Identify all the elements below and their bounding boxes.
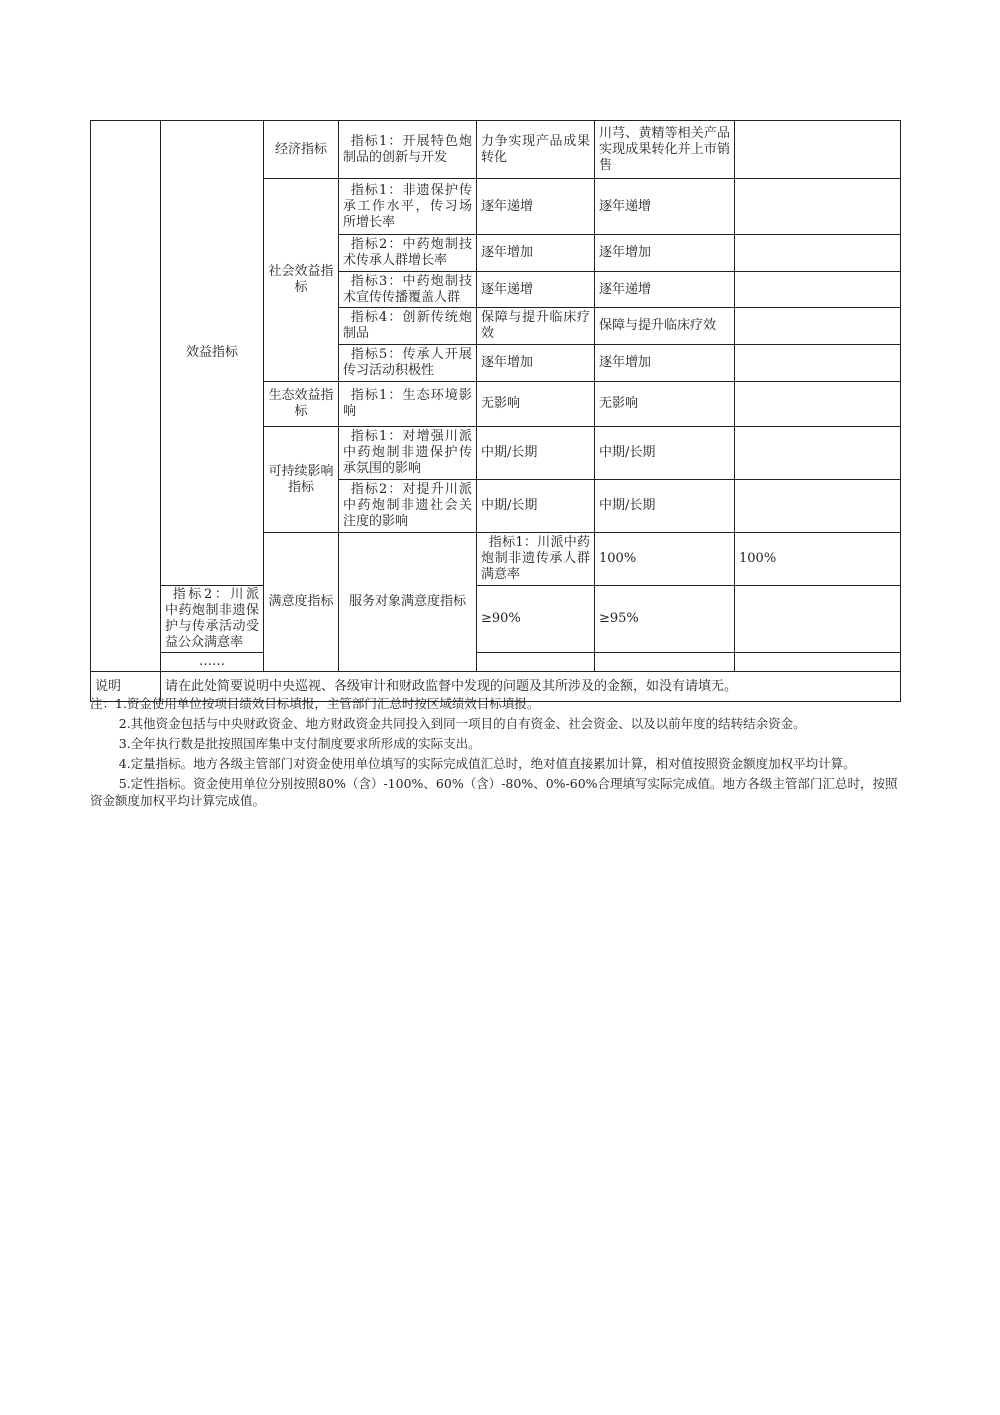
benefit-category-cell: 效益指标 [161,121,264,586]
note-3: 3.全年执行数是批按照国库集中支付制度要求所形成的实际支出。 [118,736,481,751]
remark-cell [735,272,901,308]
table-row [91,121,901,179]
actual-cell: 保障与提升临床疗效 [595,308,735,345]
indicator-text: 指标2：中药炮制技术传承人群增长率 [343,237,472,268]
satisfaction-label: 服务对象满意度指标 [339,533,477,672]
indicator-cell [339,427,477,480]
note-5: 5.定性指标。资金使用单位分别按照80%（含）-100%、60%（含）-80%、0%-60%合理填写实际完成值。地方各级主管部门汇总时，按照资金额度加权平均计算完成值。 [90,776,898,808]
remark-cell [735,382,901,427]
actual-cell: 100% [735,533,901,586]
actual-cell: 川芎、黄精等相关产品实现成果转化并上市销售 [595,121,735,179]
indicator-cell [339,382,477,427]
table-row [91,653,901,672]
explain-label: 说明 [91,672,161,702]
indicator-text: 指标1：生态环境影响 [343,388,472,419]
target-cell: 逐年增加 [477,345,595,382]
indicator-cell [339,272,477,308]
indicator-text: 指标1：非遗保护传承工作水平，传习场所增长率 [343,182,472,230]
remark-cell [735,480,901,533]
target-cell: 100% [595,533,735,586]
target-cell: 无影响 [477,382,595,427]
target-cell: 力争实现产品成果转化 [477,121,595,179]
notes-section [90,695,902,812]
empty-cell [595,653,735,672]
actual-cell: 逐年递增 [595,272,735,308]
indicator-cell [161,586,264,653]
indicator-cell [339,121,477,179]
indicator-text: 指标5：传承人开展传习活动积极性 [343,347,472,378]
indicator-cell [477,533,595,586]
target-cell: 中期/长期 [477,427,595,480]
actual-cell: 中期/长期 [595,427,735,480]
note-2: 2.其他资金包括与中央财政资金、地方财政资金共同投入到同一项目的自有资金、社会资金、以及以前年度的结转结余资金。 [118,716,806,731]
indicator-text: 指标1：开展特色炮制品的创新与开发 [343,133,472,165]
note-1: 注：1.资金使用单位按项目绩效目标填报，主管部门汇总时按区域绩效目标填报。 [90,696,540,711]
actual-cell: ≥95% [595,586,735,653]
remark-cell [735,235,901,272]
ellipsis-cell: …… [161,653,264,672]
note-4: 4.定量指标。地方各级主管部门对资金使用单位填写的实际完成值汇总时，绝对值直接累加计算，相对值按照资金额度加权平均计算。 [118,756,856,771]
performance-table [90,120,901,702]
remark-cell [735,121,901,179]
remark-cell [735,345,901,382]
economic-label: 经济指标 [264,121,339,179]
empty-cell [735,653,901,672]
indicator-cell [339,308,477,345]
remark-cell [735,308,901,345]
actual-cell: 逐年增加 [595,235,735,272]
satisfaction-category-cell: 满意度指标 [264,533,339,672]
target-cell: ≥90% [477,586,595,653]
explain-text: 请在此处简要说明中央巡视、各级审计和财政监督中发现的问题及其所涉及的金额，如没有请填无。 [161,672,901,702]
indicator-text: 指标1：川派中药炮制非遗传承人群满意率 [481,535,590,582]
remark-cell [735,586,901,653]
target-cell: 逐年递增 [477,179,595,235]
sustainable-label: 可持续影响指标 [264,427,339,533]
ecological-label: 生态效益指标 [264,382,339,427]
social-label: 社会效益指标 [264,179,339,382]
remark-cell [735,427,901,480]
actual-cell: 逐年递增 [595,179,735,235]
target-cell: 逐年增加 [477,235,595,272]
indicator-text: 指标2：川派中药炮制非遗保护与传承活动受益公众满意率 [165,587,259,650]
actual-cell: 中期/长期 [595,480,735,533]
target-cell: 保障与提升临床疗效 [477,308,595,345]
indicator-cell [339,345,477,382]
target-cell: 中期/长期 [477,480,595,533]
actual-cell: 逐年增加 [595,345,735,382]
indicator-text: 指标4：创新传统炮制品 [343,310,472,341]
indicator-text: 指标1：对增强川派中药炮制非遗保护传承氛围的影响 [343,429,472,476]
indicator-text: 指标3：中药炮制技术宣传传播覆盖人群 [343,273,472,305]
indicator-text: 指标2：对提升川派中药炮制非遗社会关注度的影响 [343,482,472,529]
outer-category-cell [91,121,161,672]
actual-cell: 无影响 [595,382,735,427]
indicator-cell [339,235,477,272]
indicator-cell [339,179,477,235]
indicator-cell [339,480,477,533]
empty-cell [477,653,595,672]
target-cell: 逐年递增 [477,272,595,308]
remark-cell [735,179,901,235]
table-row [91,586,901,653]
